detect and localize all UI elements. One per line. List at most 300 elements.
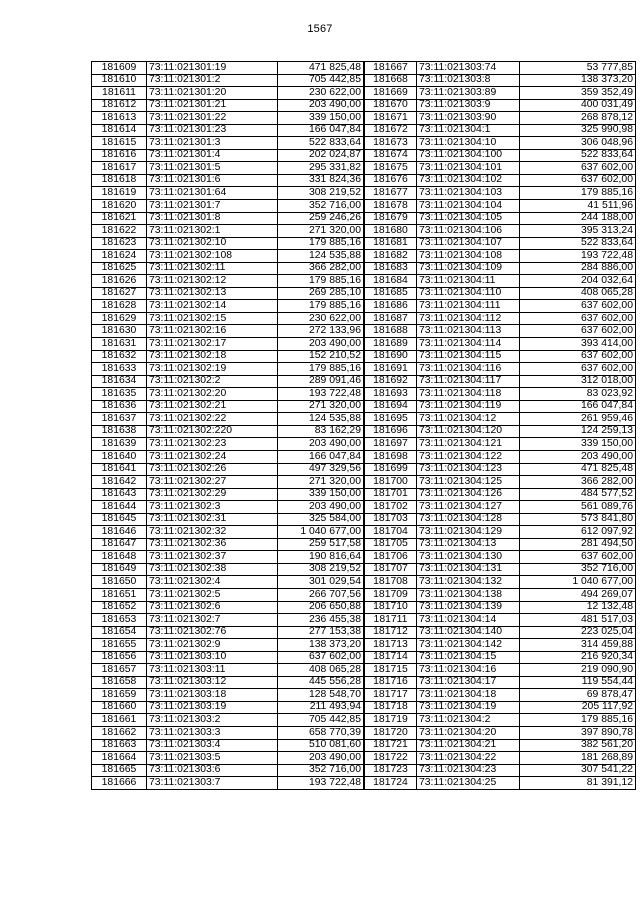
table-row: [92, 350, 364, 363]
cadastral-number-cell: 73:11:021302:12: [147, 275, 278, 288]
cadastral-number-cell: 73:11:021304:118: [417, 388, 520, 401]
value-cell: 83 023,92: [520, 388, 636, 401]
value-cell: 202 024,87: [278, 149, 364, 162]
table-row: [92, 225, 364, 238]
row-id-cell: 181670: [365, 99, 417, 112]
row-id-cell: 181640: [92, 450, 147, 463]
table-row: [92, 764, 364, 777]
table-row: [365, 588, 636, 601]
value-cell: 119 554,44: [520, 676, 636, 689]
table-row: [365, 463, 636, 476]
row-id-cell: 181619: [92, 187, 147, 200]
value-cell: 124 535,88: [278, 413, 364, 426]
row-id-cell: 181636: [92, 400, 147, 413]
value-cell: 179 885,16: [278, 363, 364, 376]
cadastral-number-cell: 73:11:021302:36: [147, 538, 278, 551]
value-cell: 230 622,00: [278, 312, 364, 325]
row-id-cell: 181692: [365, 375, 417, 388]
value-cell: 41 511,96: [520, 200, 636, 213]
table-row: [92, 425, 364, 438]
value-cell: 400 031,49: [520, 99, 636, 112]
row-id-cell: 181643: [92, 488, 147, 501]
table-row: [92, 62, 364, 75]
value-cell: 211 493,94: [278, 701, 364, 714]
table-row: [92, 726, 364, 739]
value-cell: 179 885,16: [278, 275, 364, 288]
value-cell: 522 833,64: [520, 237, 636, 250]
row-id-cell: 181706: [365, 551, 417, 564]
row-id-cell: 181660: [92, 701, 147, 714]
value-cell: 308 219,52: [278, 187, 364, 200]
cadastral-number-cell: 73:11:021302:19: [147, 363, 278, 376]
table-row: [365, 325, 636, 338]
row-id-cell: 181709: [365, 588, 417, 601]
row-id-cell: 181626: [92, 275, 147, 288]
row-id-cell: 181722: [365, 752, 417, 765]
cadastral-number-cell: 73:11:021304:109: [417, 262, 520, 275]
value-cell: 193 722,48: [278, 388, 364, 401]
cadastral-number-cell: 73:11:021304:19: [417, 701, 520, 714]
row-id-cell: 181691: [365, 363, 417, 376]
value-cell: 219 090,90: [520, 664, 636, 677]
row-id-cell: 181707: [365, 563, 417, 576]
table-row: [365, 563, 636, 576]
row-id-cell: 181618: [92, 174, 147, 187]
value-cell: 705 442,85: [278, 714, 364, 727]
table-row: [365, 200, 636, 213]
row-id-cell: 181713: [365, 639, 417, 652]
cadastral-number-cell: 73:11:021302:15: [147, 312, 278, 325]
table-row: [92, 87, 364, 100]
row-id-cell: 181657: [92, 664, 147, 677]
row-id-cell: 181710: [365, 601, 417, 614]
cadastral-number-cell: 73:11:021303:9: [417, 99, 520, 112]
cadastral-number-cell: 73:11:021304:20: [417, 726, 520, 739]
cadastral-number-cell: 73:11:021304:112: [417, 312, 520, 325]
cadastral-number-cell: 73:11:021302:37: [147, 551, 278, 564]
table-row: [365, 664, 636, 677]
table-row: [92, 614, 364, 627]
cadastral-number-cell: 73:11:021304:127: [417, 501, 520, 514]
cadastral-number-cell: 73:11:021303:5: [147, 752, 278, 765]
row-id-cell: 181712: [365, 626, 417, 639]
cadastral-number-cell: 73:11:021304:21: [417, 739, 520, 752]
cadastral-number-cell: 73:11:021304:23: [417, 764, 520, 777]
value-cell: 494 269,07: [520, 588, 636, 601]
table-row: [92, 237, 364, 250]
row-id-cell: 181723: [365, 764, 417, 777]
row-id-cell: 181630: [92, 325, 147, 338]
table-row: [365, 149, 636, 162]
value-cell: 408 065,28: [278, 664, 364, 677]
cadastral-number-cell: 73:11:021302:32: [147, 526, 278, 539]
table-row: [365, 476, 636, 489]
value-cell: 481 517,03: [520, 614, 636, 627]
value-cell: 271 320,00: [278, 400, 364, 413]
value-cell: 244 188,00: [520, 212, 636, 225]
cadastral-number-cell: 73:11:021303:2: [147, 714, 278, 727]
table-row: [92, 187, 364, 200]
row-id-cell: 181663: [92, 739, 147, 752]
row-id-cell: 181614: [92, 124, 147, 137]
value-cell: 522 833,64: [520, 149, 636, 162]
cadastral-number-cell: 73:11:021303:8: [417, 74, 520, 87]
value-cell: 522 833,64: [278, 137, 364, 150]
value-cell: 331 824,36: [278, 174, 364, 187]
row-id-cell: 181696: [365, 425, 417, 438]
value-cell: 510 081,60: [278, 739, 364, 752]
cadastral-number-cell: 73:11:021304:25: [417, 777, 520, 790]
table-row: [92, 74, 364, 87]
value-cell: 205 117,92: [520, 701, 636, 714]
value-cell: 179 885,16: [520, 714, 636, 727]
value-cell: 230 622,00: [278, 87, 364, 100]
cadastral-number-cell: 73:11:021302:27: [147, 476, 278, 489]
value-cell: 203 490,00: [278, 752, 364, 765]
value-cell: 312 018,00: [520, 375, 636, 388]
value-cell: 261 959,46: [520, 413, 636, 426]
cadastral-number-cell: 73:11:021304:17: [417, 676, 520, 689]
value-cell: 166 047,84: [278, 450, 364, 463]
cadastral-number-cell: 73:11:021304:139: [417, 601, 520, 614]
row-id-cell: 181719: [365, 714, 417, 727]
value-cell: 359 352,49: [520, 87, 636, 100]
row-id-cell: 181656: [92, 651, 147, 664]
row-id-cell: 181666: [92, 777, 147, 790]
row-id-cell: 181674: [365, 149, 417, 162]
row-id-cell: 181699: [365, 463, 417, 476]
row-id-cell: 181673: [365, 137, 417, 150]
table-row: [92, 450, 364, 463]
value-cell: 352 716,00: [278, 200, 364, 213]
value-cell: 271 320,00: [278, 225, 364, 238]
cadastral-number-cell: 73:11:021302:18: [147, 350, 278, 363]
cadastral-number-cell: 73:11:021301:3: [147, 137, 278, 150]
table-row: [92, 588, 364, 601]
row-id-cell: 181647: [92, 538, 147, 551]
table-row: [365, 137, 636, 150]
row-id-cell: 181684: [365, 275, 417, 288]
cadastral-number-cell: 73:11:021304:126: [417, 488, 520, 501]
row-id-cell: 181678: [365, 200, 417, 213]
value-cell: 612 097,92: [520, 526, 636, 539]
table-row: [92, 438, 364, 451]
value-cell: 266 707,56: [278, 588, 364, 601]
table-row: [92, 287, 364, 300]
row-id-cell: 181613: [92, 112, 147, 125]
table-row: [365, 225, 636, 238]
cadastral-number-cell: 73:11:021301:64: [147, 187, 278, 200]
table-row: [365, 338, 636, 351]
cadastral-number-cell: 73:11:021304:13: [417, 538, 520, 551]
row-id-cell: 181633: [92, 363, 147, 376]
row-id-cell: 181669: [365, 87, 417, 100]
cadastral-number-cell: 73:11:021302:6: [147, 601, 278, 614]
table-row: [365, 714, 636, 727]
row-id-cell: 181651: [92, 588, 147, 601]
value-cell: 281 494,50: [520, 538, 636, 551]
value-cell: 497 329,56: [278, 463, 364, 476]
cadastral-table-right: [364, 61, 636, 790]
value-cell: 573 841,80: [520, 513, 636, 526]
row-id-cell: 181611: [92, 87, 147, 100]
cadastral-number-cell: 73:11:021303:74: [417, 62, 520, 75]
row-id-cell: 181676: [365, 174, 417, 187]
table-row: [92, 275, 364, 288]
table-row: [92, 676, 364, 689]
cadastral-number-cell: 73:11:021304:132: [417, 576, 520, 589]
cadastral-number-cell: 73:11:021302:23: [147, 438, 278, 451]
cadastral-number-cell: 73:11:021304:16: [417, 664, 520, 677]
table-row: [92, 526, 364, 539]
row-id-cell: 181635: [92, 388, 147, 401]
table-row: [365, 162, 636, 175]
table-row: [365, 538, 636, 551]
table-row: [92, 200, 364, 213]
table-row: [365, 187, 636, 200]
cadastral-number-cell: 73:11:021304:18: [417, 689, 520, 702]
cadastral-number-cell: 73:11:021302:3: [147, 501, 278, 514]
table-row: [365, 87, 636, 100]
table-row: [92, 639, 364, 652]
value-cell: 216 920,34: [520, 651, 636, 664]
cadastral-number-cell: 73:11:021304:2: [417, 714, 520, 727]
value-cell: 397 890,78: [520, 726, 636, 739]
value-cell: 705 442,85: [278, 74, 364, 87]
row-id-cell: 181641: [92, 463, 147, 476]
value-cell: 352 716,00: [520, 563, 636, 576]
row-id-cell: 181718: [365, 701, 417, 714]
cadastral-number-cell: 73:11:021302:1: [147, 225, 278, 238]
value-cell: 306 048,96: [520, 137, 636, 150]
cadastral-number-cell: 73:11:021304:115: [417, 350, 520, 363]
row-id-cell: 181668: [365, 74, 417, 87]
value-cell: 236 455,38: [278, 614, 364, 627]
cadastral-number-cell: 73:11:021303:3: [147, 726, 278, 739]
table-row: [365, 212, 636, 225]
value-cell: 203 490,00: [278, 438, 364, 451]
table-row: [365, 287, 636, 300]
row-id-cell: 181700: [365, 476, 417, 489]
cadastral-number-cell: 73:11:021301:8: [147, 212, 278, 225]
value-cell: 124 535,88: [278, 250, 364, 263]
value-cell: 203 490,00: [278, 338, 364, 351]
value-cell: 325 990,98: [520, 124, 636, 137]
table-row: [365, 62, 636, 75]
cadastral-number-cell: 73:11:021304:12: [417, 413, 520, 426]
value-cell: 471 825,48: [278, 62, 364, 75]
row-id-cell: 181645: [92, 513, 147, 526]
cadastral-number-cell: 73:11:021304:114: [417, 338, 520, 351]
row-id-cell: 181717: [365, 689, 417, 702]
row-id-cell: 181693: [365, 388, 417, 401]
value-cell: 203 490,00: [520, 450, 636, 463]
cadastral-number-cell: 73:11:021301:6: [147, 174, 278, 187]
value-cell: 1 040 677,00: [520, 576, 636, 589]
table-row: [365, 250, 636, 263]
row-id-cell: 181616: [92, 149, 147, 162]
cadastral-number-cell: 73:11:021301:7: [147, 200, 278, 213]
table-row: [365, 777, 636, 790]
value-cell: 152 210,52: [278, 350, 364, 363]
table-row: [92, 212, 364, 225]
row-id-cell: 181711: [365, 614, 417, 627]
cadastral-number-cell: 73:11:021304:107: [417, 237, 520, 250]
value-cell: 471 825,48: [520, 463, 636, 476]
cadastral-number-cell: 73:11:021302:24: [147, 450, 278, 463]
cadastral-number-cell: 73:11:021304:101: [417, 162, 520, 175]
table-row: [365, 739, 636, 752]
cadastral-number-cell: 73:11:021304:131: [417, 563, 520, 576]
value-cell: 339 150,00: [278, 112, 364, 125]
row-id-cell: 181621: [92, 212, 147, 225]
value-cell: 314 459,88: [520, 639, 636, 652]
table-row: [92, 413, 364, 426]
cadastral-number-cell: 73:11:021302:108: [147, 250, 278, 263]
row-id-cell: 181698: [365, 450, 417, 463]
table-row: [365, 400, 636, 413]
value-cell: 268 878,12: [520, 112, 636, 125]
cadastral-number-cell: 73:11:021302:4: [147, 576, 278, 589]
cadastral-table-left: [91, 61, 364, 790]
value-cell: 277 153,38: [278, 626, 364, 639]
value-cell: 637 602,00: [520, 551, 636, 564]
table-row: [92, 463, 364, 476]
row-id-cell: 181687: [365, 312, 417, 325]
table-row: [365, 438, 636, 451]
row-id-cell: 181632: [92, 350, 147, 363]
row-id-cell: 181646: [92, 526, 147, 539]
table-row: [92, 250, 364, 263]
cadastral-number-cell: 73:11:021303:7: [147, 777, 278, 790]
cadastral-number-cell: 73:11:021303:6: [147, 764, 278, 777]
row-id-cell: 181667: [365, 62, 417, 75]
value-cell: 284 886,00: [520, 262, 636, 275]
cadastral-number-cell: 73:11:021302:20: [147, 388, 278, 401]
cadastral-number-cell: 73:11:021304:15: [417, 651, 520, 664]
table-row: [92, 714, 364, 727]
table-row: [92, 363, 364, 376]
table-row: [365, 74, 636, 87]
row-id-cell: 181665: [92, 764, 147, 777]
row-id-cell: 181658: [92, 676, 147, 689]
value-cell: 637 602,00: [520, 312, 636, 325]
cadastral-number-cell: 73:11:021303:12: [147, 676, 278, 689]
table-row: [92, 174, 364, 187]
cadastral-number-cell: 73:11:021302:21: [147, 400, 278, 413]
row-id-cell: 181716: [365, 676, 417, 689]
row-id-cell: 181672: [365, 124, 417, 137]
table-row: [365, 614, 636, 627]
row-id-cell: 181694: [365, 400, 417, 413]
value-cell: 12 132,48: [520, 601, 636, 614]
cadastral-number-cell: 73:11:021302:10: [147, 237, 278, 250]
table-row: [365, 726, 636, 739]
cadastral-number-cell: 73:11:021301:19: [147, 62, 278, 75]
row-id-cell: 181631: [92, 338, 147, 351]
cadastral-number-cell: 73:11:021304:111: [417, 300, 520, 313]
table-row: [92, 651, 364, 664]
table-row: [365, 312, 636, 325]
cadastral-number-cell: 73:11:021302:14: [147, 300, 278, 313]
cadastral-number-cell: 73:11:021304:110: [417, 287, 520, 300]
cadastral-number-cell: 73:11:021304:22: [417, 752, 520, 765]
row-id-cell: 181624: [92, 250, 147, 263]
value-cell: 190 816,64: [278, 551, 364, 564]
table-row: [365, 350, 636, 363]
cadastral-number-cell: 73:11:021301:4: [147, 149, 278, 162]
cadastral-number-cell: 73:11:021304:121: [417, 438, 520, 451]
cadastral-number-cell: 73:11:021301:23: [147, 124, 278, 137]
cadastral-number-cell: 73:11:021304:125: [417, 476, 520, 489]
value-cell: 561 089,76: [520, 501, 636, 514]
cadastral-number-cell: 73:11:021304:105: [417, 212, 520, 225]
row-id-cell: 181652: [92, 601, 147, 614]
value-cell: 53 777,85: [520, 62, 636, 75]
table-row: [365, 651, 636, 664]
row-id-cell: 181659: [92, 689, 147, 702]
table-row: [92, 112, 364, 125]
value-cell: 445 556,28: [278, 676, 364, 689]
cadastral-number-cell: 73:11:021304:103: [417, 187, 520, 200]
table-row: [92, 739, 364, 752]
cadastral-number-cell: 73:11:021304:108: [417, 250, 520, 263]
row-id-cell: 181682: [365, 250, 417, 263]
table-row: [365, 112, 636, 125]
table-row: [92, 338, 364, 351]
table-row: [92, 563, 364, 576]
value-cell: 308 219,52: [278, 563, 364, 576]
row-id-cell: 181648: [92, 551, 147, 564]
cadastral-number-cell: 73:11:021301:5: [147, 162, 278, 175]
cadastral-number-cell: 73:11:021304:14: [417, 614, 520, 627]
value-cell: 223 025,04: [520, 626, 636, 639]
row-id-cell: 181638: [92, 425, 147, 438]
table-row: [365, 363, 636, 376]
row-id-cell: 181689: [365, 338, 417, 351]
row-id-cell: 181623: [92, 237, 147, 250]
table-row: [365, 237, 636, 250]
row-id-cell: 181655: [92, 639, 147, 652]
value-cell: 637 602,00: [520, 325, 636, 338]
cadastral-number-cell: 73:11:021302:220: [147, 425, 278, 438]
table-row: [92, 99, 364, 112]
value-cell: 81 391,12: [520, 777, 636, 790]
cadastral-number-cell: 73:11:021303:11: [147, 664, 278, 677]
table-row: [365, 124, 636, 137]
row-id-cell: 181680: [365, 225, 417, 238]
value-cell: 484 577,52: [520, 488, 636, 501]
value-cell: 395 313,24: [520, 225, 636, 238]
table-row: [92, 400, 364, 413]
row-id-cell: 181664: [92, 752, 147, 765]
cadastral-number-cell: 73:11:021303:18: [147, 689, 278, 702]
value-cell: 307 541,22: [520, 764, 636, 777]
row-id-cell: 181679: [365, 212, 417, 225]
cadastral-number-cell: 73:11:021302:38: [147, 563, 278, 576]
cadastral-number-cell: 73:11:021302:2: [147, 375, 278, 388]
value-cell: 637 602,00: [520, 162, 636, 175]
table-row: [365, 626, 636, 639]
table-row: [92, 375, 364, 388]
row-id-cell: 181628: [92, 300, 147, 313]
value-cell: 637 602,00: [520, 363, 636, 376]
table-row: [92, 262, 364, 275]
row-id-cell: 181688: [365, 325, 417, 338]
table-row: [365, 99, 636, 112]
cadastral-number-cell: 73:11:021302:22: [147, 413, 278, 426]
cadastral-number-cell: 73:11:021304:116: [417, 363, 520, 376]
